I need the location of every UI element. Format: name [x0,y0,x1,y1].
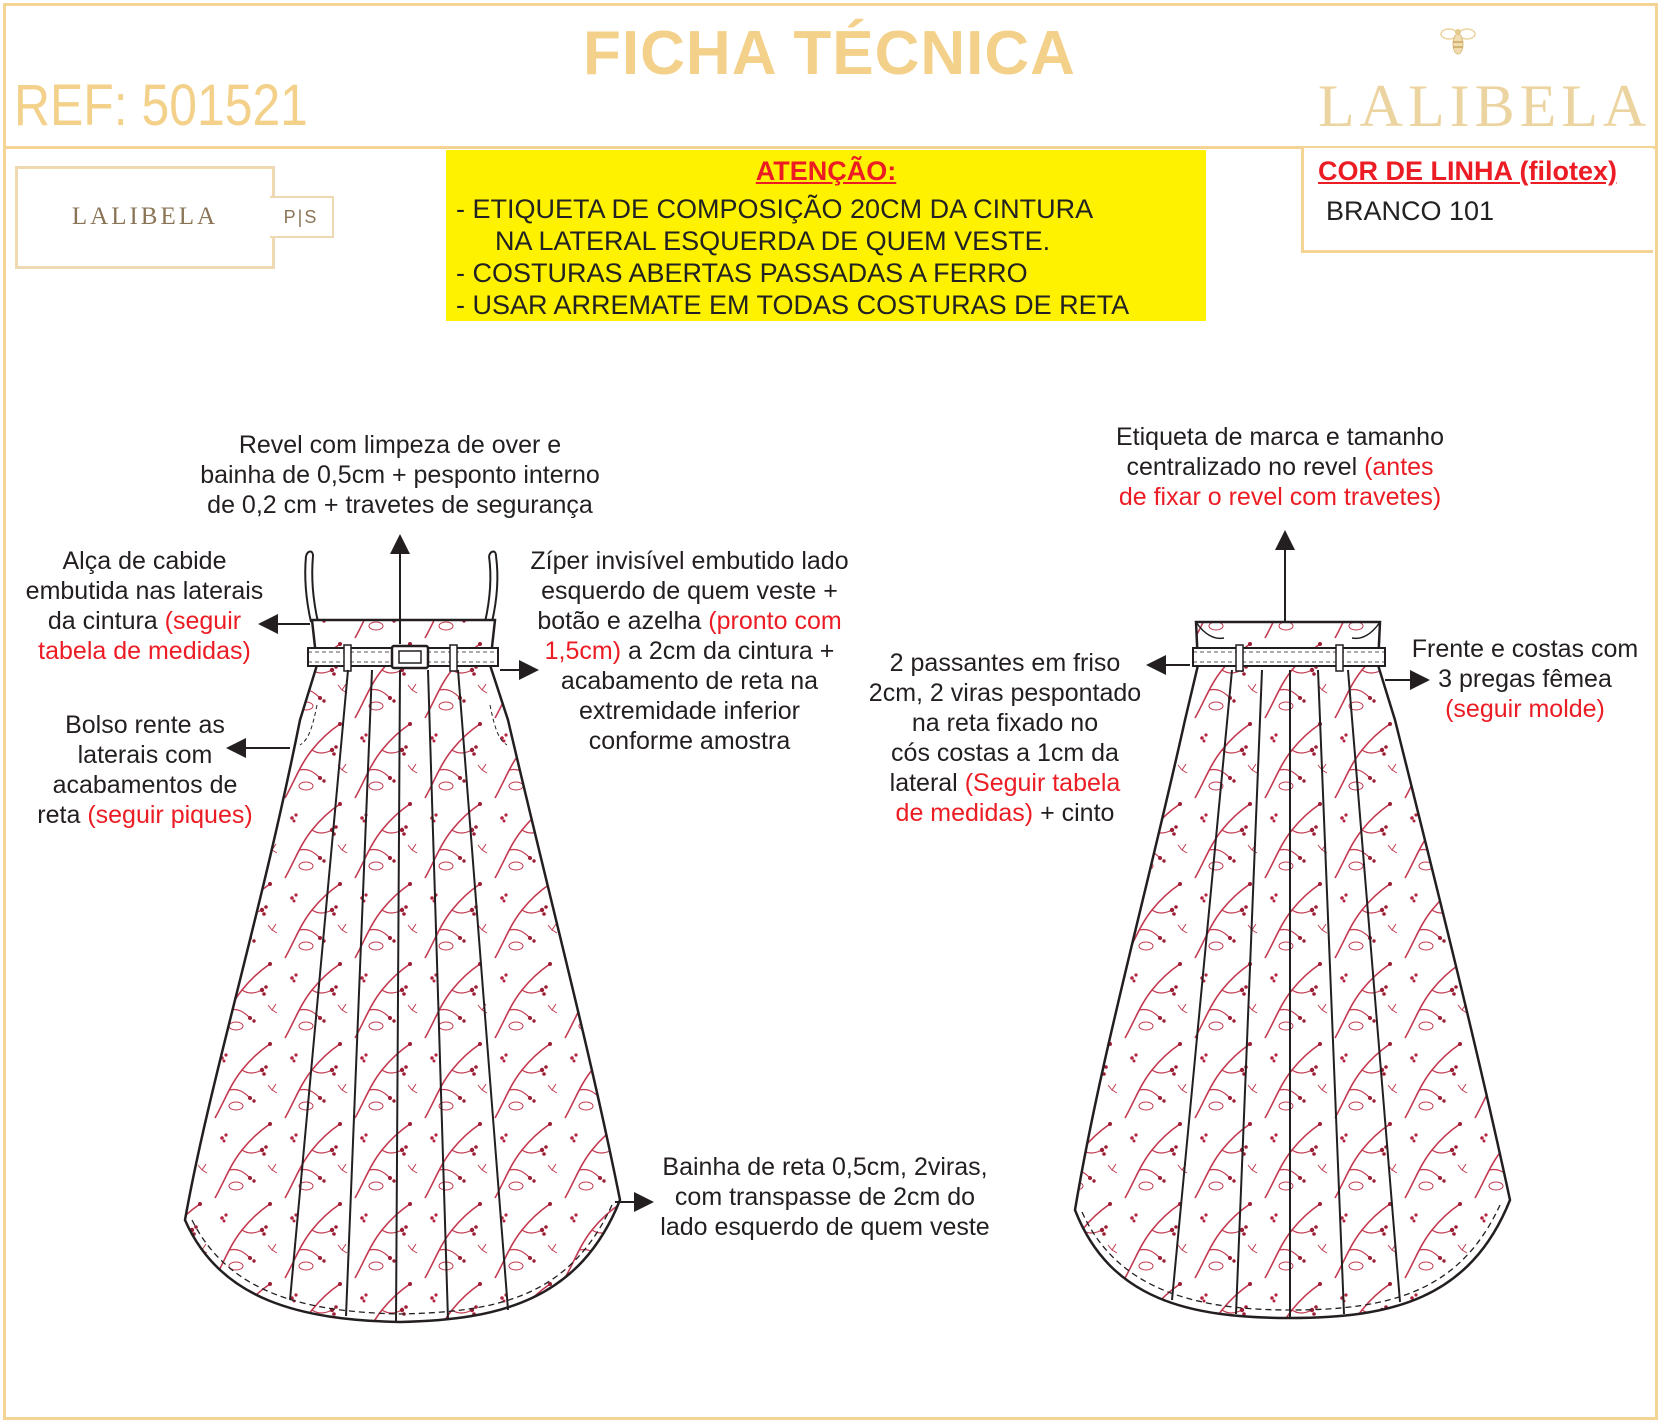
note-line: de fixar o revel com travetes) [1118,483,1442,511]
attention-line: - ETIQUETA DE COMPOSIÇÃO 20CM DA CINTURA [456,194,1094,224]
note-line: embutida nas laterais [25,577,264,605]
note-line: Alça de cabide [62,547,227,575]
attention-line: NA LATERAL ESQUERDA DE QUEM VESTE. [480,226,1051,256]
note-line: bainha de 0,5cm + pesponto interno [200,461,600,489]
brand-logo: LALIBELA [1318,73,1652,139]
note-line: centralizado no revel (antes [1126,453,1434,481]
note-line: com transpasse de 2cm do [674,1183,976,1211]
attention-line: - COSTURAS ABERTAS PASSADAS A FERRO [456,258,1028,288]
note-line: acabamento de reta na [560,667,819,695]
note-line: (seguir molde) [1445,695,1605,723]
note-line: acabamentos de [52,771,238,799]
note-line: esquerdo de quem veste + [541,577,838,605]
note-line: reta (seguir piques) [37,801,253,829]
note-line: botão e azelha (pronto com [537,607,842,635]
note-line: de medidas) + cinto [895,799,1115,827]
note-pregas [1400,634,1650,724]
page-title: FICHA TÉCNICA [583,19,1076,88]
note-line: na reta fixado no [911,709,1099,737]
note-ziper [512,546,867,756]
note-bolso [20,710,270,830]
note-line: Bainha de reta 0,5cm, 2viras, [662,1153,988,1181]
note-line: lateral (Seguir tabela [889,769,1121,797]
note-line: laterais com [77,741,213,769]
note-bainha [640,1152,1010,1242]
thread-color-value: BRANCO 101 [1326,196,1495,226]
note-line: de 0,2 cm + travetes de segurança [207,491,593,519]
note-line: 1,5cm) a 2cm da cintura + [544,637,835,665]
note-line: extremidade inferior [579,697,800,725]
note-line: da cintura (seguir [47,607,242,635]
note-line: 2cm, 2 viras pespontado [868,679,1142,707]
note-line: Zíper invisível embutido lado [530,547,849,575]
attention-line: - USAR ARREMATE EM TODAS COSTURAS DE RETA [456,290,1130,320]
note-etiqueta [1090,422,1470,512]
note-line: conforme amostra [588,727,791,755]
note-passantes [860,648,1150,828]
attention-title: ATENÇÃO: [755,156,897,186]
note-line: cós costas a 1cm da [891,739,1119,767]
note-line: Bolso rente as [65,711,225,739]
note-line: Revel com limpeza de over e [238,431,562,459]
size-tab: P|S [270,196,334,238]
note-revel [170,430,630,520]
note-line: tabela de medidas) [38,637,251,665]
reference-code: REF: 501521 [14,73,308,138]
brand-label-text: LALIBELA [71,203,219,230]
note-line: Etiqueta de marca e tamanho [1116,423,1444,451]
note-line: 3 pregas fêmea [1438,665,1612,693]
thread-color-title: COR DE LINHA (filotex) [1318,156,1617,186]
note-line: lado esquerdo de quem veste [660,1213,990,1241]
note-alca [12,546,277,666]
note-line: 2 passantes em friso [889,649,1121,677]
note-line: Frente e costas com [1411,635,1639,663]
